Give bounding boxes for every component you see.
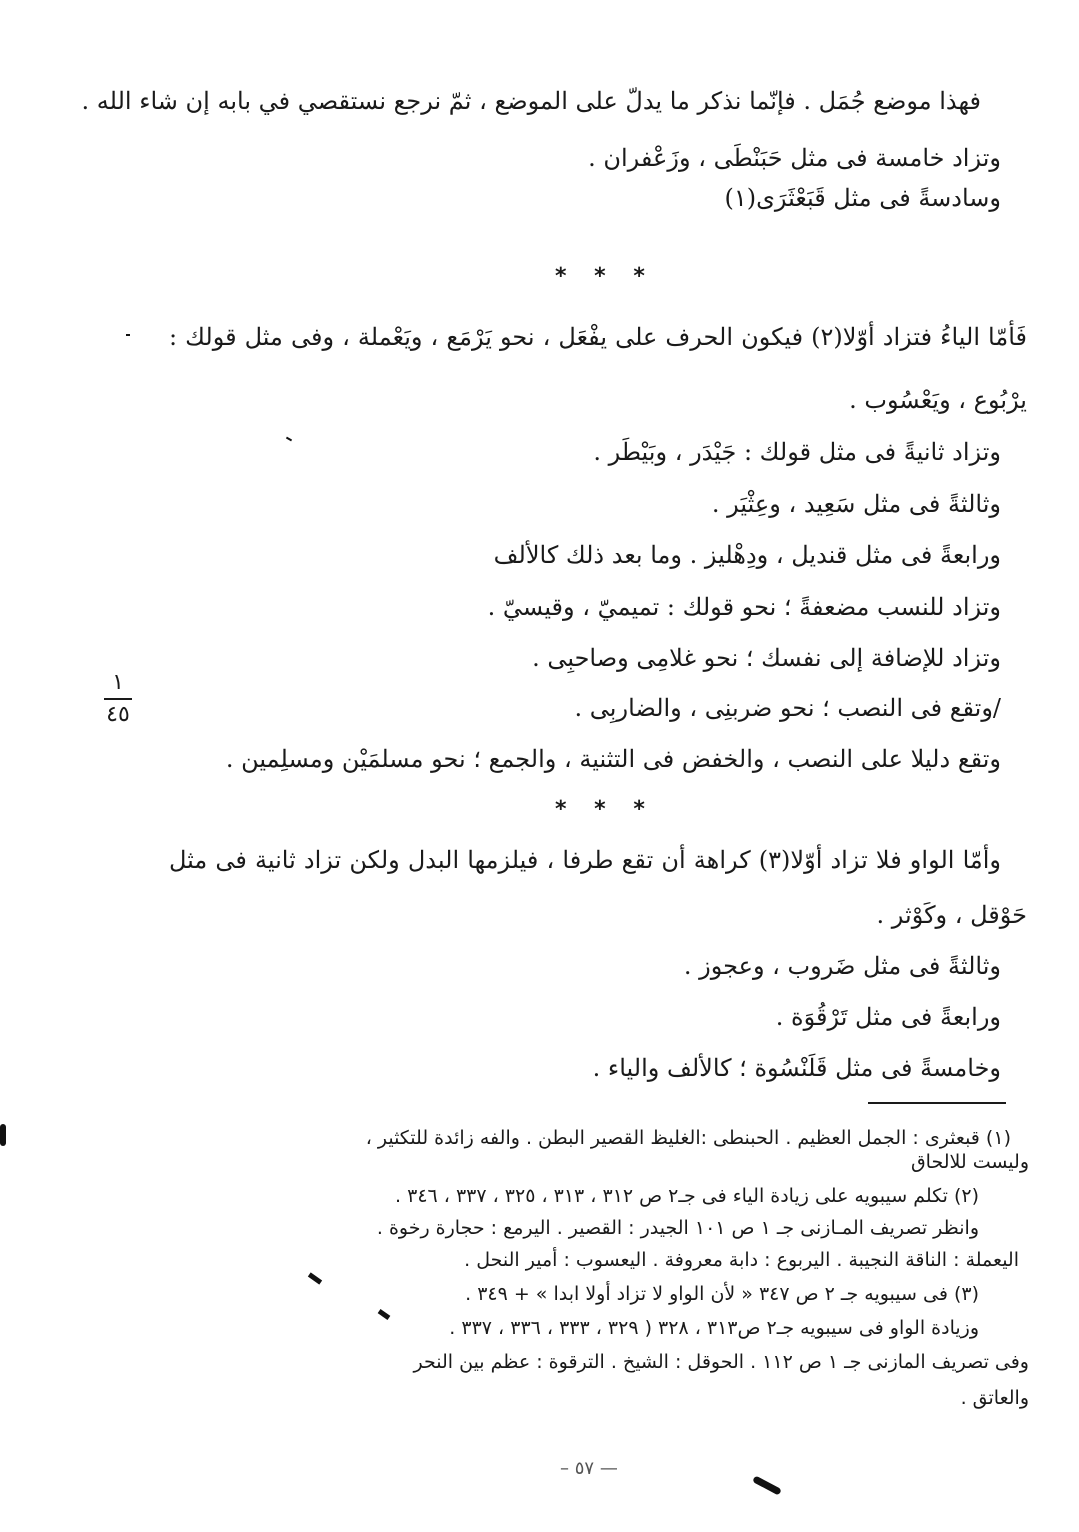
- scan-dot-2: [286, 437, 292, 442]
- footnote-line-3: (٢) تكلم سيبويه على زيادة الياء فى جـ٢ ص ٣١٢ ، ٣١٣ ، ٣٢٥ ، ٣٣٧ ، ٣٤٦ .: [395, 1185, 979, 1207]
- page-number-dash-left: –: [560, 1458, 569, 1479]
- body-line-7: وثالثةً فى مثل سَعِيد ، وعِثْيَر .: [711, 490, 1001, 518]
- body-line-10: وتزاد للإضافة إلى نفسك ؛ نحو غلامِى وصاحبِى .: [532, 644, 1001, 672]
- body-line-13: وأمّا الواو فلا تزاد أوّلا(٣) كراهة أن تقع طرفا ، فيلزمها البدل ولكن تزاد ثانية فى مثل: [169, 846, 1001, 874]
- body-line-14: حَوْقل ، وكَوْثر .: [876, 901, 1027, 929]
- footnote-rule: [868, 1102, 1006, 1104]
- footnote-line-2: وليست للالحاق: [910, 1151, 1029, 1173]
- body-line-15: وثالثةً فى مثل ضَروب ، وعجوز .: [683, 952, 1001, 980]
- footnote-line-4: وانظر تصريف المـازنى جـ ١ ص ١٠١ الجيدر : القصير . اليرمع : حجارة رخوة .: [376, 1217, 979, 1239]
- margin-fraction-bar: [104, 698, 132, 700]
- body-line-9: وتزاد للنسب مضعفةً ؛ نحو قولك : تميميّ ، وقيسيّ .: [487, 593, 1001, 621]
- scan-mark-left-edge: [0, 1124, 6, 1146]
- scan-dot-1: [126, 334, 130, 336]
- body-line-4: فَأمّا الياءُ فتزاد أوّلا(٢) فيكون الحرف على يفْعَل ، نحو يَرْمَع ، ويَعْملة ، وفى مثل قولك :: [169, 323, 1028, 351]
- body-line-17: وخامسةً فى مثل قَلَنْسُوة ؛ كالألف والياء .: [592, 1054, 1001, 1082]
- margin-numerator: ١: [112, 670, 124, 695]
- footnote-line-1: (١) قبعثرى : الجمل العظيم . الحبنطى :الغليظ القصير البطن . والفه زائدة للتكثير ،: [365, 1127, 1011, 1149]
- footnote-line-8: وفى تصريف المازنى جـ ١ ص ١١٢ . الحوقل : الشيخ . الترقوة : عظم بين النحر: [413, 1351, 1029, 1373]
- scan-arrow-mark-1: [308, 1272, 322, 1284]
- margin-folio-marker: [100, 670, 136, 728]
- body-line-8: ورابعةً فى مثل قنديل ، ودِهْليز . وما بعد ذلك كالألف: [493, 541, 1001, 569]
- body-line-3: وسادسةً فى مثل قَبَعْثَرَى(١): [724, 184, 1001, 212]
- section-separator-2: * * *: [555, 797, 655, 822]
- scan-mark-bottom: [752, 1475, 782, 1495]
- page-number: [560, 1458, 618, 1479]
- footnote-line-7: وزيادة الواو فى سيبويه جـ٢ ص٣١٣ ، ٣٢٨ ( ٣٢٩ ، ٣٣٣ ، ٣٣٦ ، ٣٣٧ .: [449, 1317, 979, 1339]
- body-line-16: ورابعةً فى مثل تَرْقُوَة .: [775, 1003, 1001, 1031]
- body-line-12: وتقع دليلا على النصب ، والخفض فى التثنية ، والجمع ؛ نحو مسلمَيْن ومسلِمين .: [225, 745, 1001, 773]
- page-number-value: ٥٧: [574, 1458, 595, 1479]
- body-line-11: /وتقع فى النصب ؛ نحو ضربنِى ، والضاربِى .: [574, 694, 1001, 722]
- scan-arrow-mark-2: [378, 1309, 391, 1320]
- body-line-1: فهذا موضع جُمَل . فإنّما نذكر ما يدلّ على الموضع ، ثمّ نرجع نستقصي في بابه إن شاء الله .: [81, 87, 981, 115]
- body-line-2: وتزاد خامسة فى مثل حَبَنْطَى ، وزَعْفران .: [588, 144, 1001, 172]
- page-number-dash-right: —: [599, 1458, 618, 1479]
- body-line-5: يرْبُوع ، ويَعْسُوب .: [849, 386, 1027, 414]
- footnote-line-5: اليعملة : الناقة النجيبة . اليربوع : دابة معروفة . اليعسوب : أمير النحل .: [464, 1249, 1019, 1271]
- footnote-line-6: (٣) فى سيبويه جـ ٢ ص ٣٤٧ « لأن الواو لا تزاد أولا ابدا » + ٣٤٩ .: [465, 1283, 979, 1305]
- footnote-line-9: والعاتق .: [960, 1387, 1029, 1409]
- section-separator-1: * * *: [555, 264, 655, 289]
- body-line-6: وتزاد ثانيةً فى مثل قولك : جَيْدَر ، وبَيْطَر .: [593, 438, 1001, 466]
- margin-denominator: ٤٥: [106, 702, 130, 727]
